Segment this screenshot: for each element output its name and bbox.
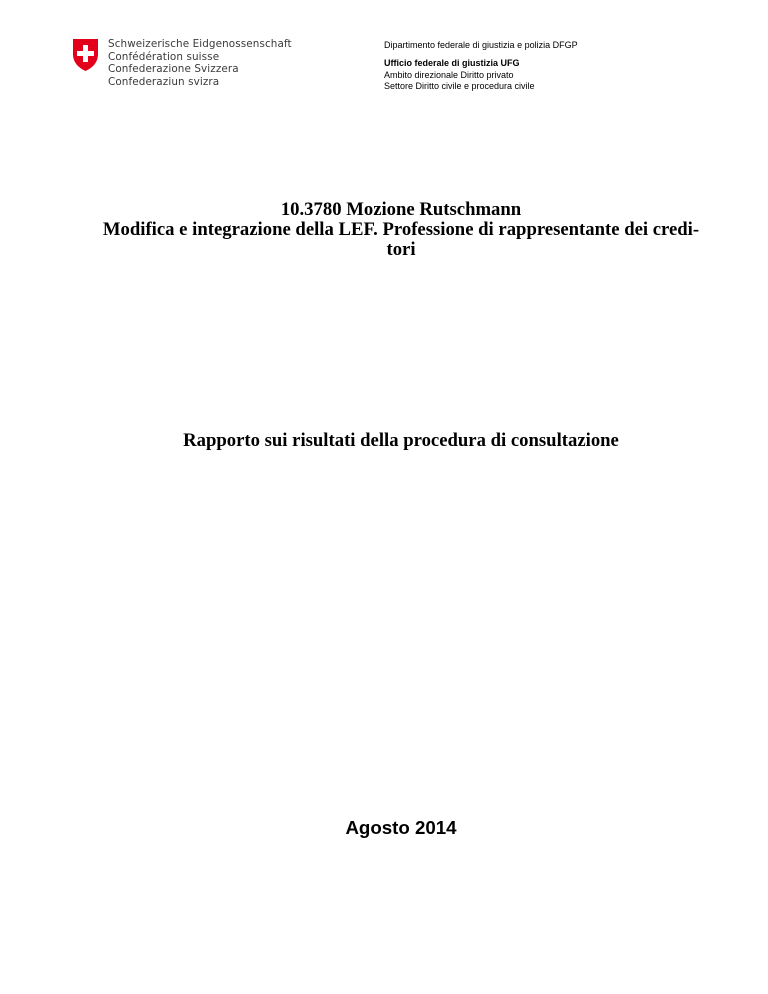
document-title (96, 200, 706, 260)
sector-name: Settore Diritto civile e procedura civile (384, 81, 535, 91)
unit-name: Ambito direzionale Diritto privato (384, 69, 514, 80)
logo-name-rm: Confederaziun svizra (108, 75, 220, 88)
document-date: Agosto 2014 (345, 817, 457, 838)
office-block (384, 58, 535, 93)
logo-name-de: Schweizerische Eidgenossenschaft (108, 38, 292, 50)
document-subtitle: Rapporto sui risultati della procedura di consultazione (183, 430, 619, 451)
title-line-1: 10.3780 Mozione Rutschmann (280, 199, 522, 220)
confederation-names (108, 38, 292, 88)
swiss-cross-icon (72, 38, 99, 72)
department-name: Dipartimento federale di giustizia e polizia DFGP (384, 40, 578, 50)
logo-name-fr: Confédération suisse (108, 50, 220, 63)
title-line-2: Modifica e integrazione della LEF. Professione di rappresentante dei credi- (102, 219, 700, 240)
logo-name-it: Confederazione Svizzera (108, 63, 239, 76)
office-name: Ufficio federale di giustizia UFG (384, 58, 520, 68)
federal-logo (72, 38, 312, 98)
title-line-3: tori (386, 239, 416, 260)
